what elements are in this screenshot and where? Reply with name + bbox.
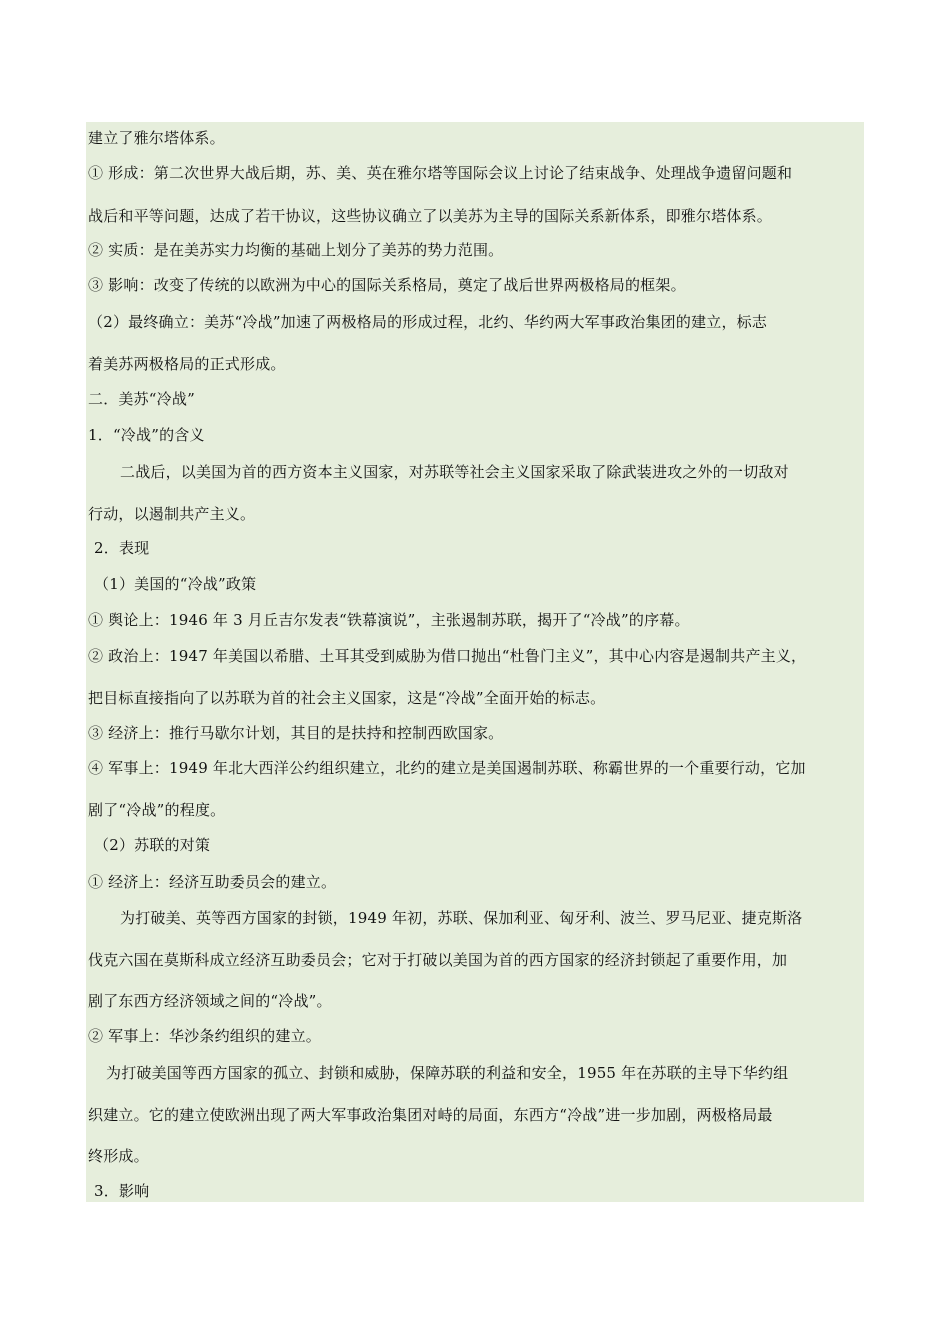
text-line: 为打破美、英等西方国家的封锁，1949 年初，苏联、保加利亚、匈牙利、波兰、罗马尼亚、捷克斯洛 bbox=[120, 909, 803, 927]
text-line: ② 军事上：华沙条约组织的建立。 bbox=[88, 1027, 321, 1045]
text-line: （2）苏联的对策 bbox=[94, 836, 211, 854]
text-line: ③ 经济上：推行马歇尔计划，其目的是扶持和控制西欧国家。 bbox=[88, 724, 504, 742]
text-line: 终形成。 bbox=[88, 1147, 149, 1165]
text-line: 把目标直接指向了以苏联为首的社会主义国家，这是“冷战”全面开始的标志。 bbox=[88, 689, 606, 707]
text-line: ① 经济上：经济互助委员会的建立。 bbox=[88, 873, 337, 891]
subsection-heading: 1．“冷战”的含义 bbox=[88, 426, 205, 444]
section-heading: 二．美苏“冷战” bbox=[88, 390, 195, 408]
text-line: ④ 军事上：1949 年北大西洋公约组织建立，北约的建立是美国遏制苏联、称霸世界的一个重要行动，它加 bbox=[88, 759, 806, 777]
text-line: 二战后，以美国为首的西方资本主义国家，对苏联等社会主义国家采取了除武装进攻之外的一切敌对 bbox=[120, 463, 789, 481]
text-line: 着美苏两极格局的正式形成。 bbox=[88, 355, 286, 373]
subsection-heading: 2．表现 bbox=[94, 539, 150, 557]
text-line: 伐克六国在莫斯科成立经济互助委员会；它对于打破以美国为首的西方国家的经济封锁起了重要作用，加 bbox=[88, 951, 788, 969]
text-line: 织建立。它的建立使欧洲出现了两大军事政治集团对峙的局面，东西方“冷战”进一步加剧，两极格局最 bbox=[88, 1106, 773, 1124]
subsection-heading: 3．影响 bbox=[94, 1182, 150, 1200]
text-line: （1）美国的“冷战”政策 bbox=[94, 575, 257, 593]
text-line: ② 实质：是在美苏实力均衡的基础上划分了美苏的势力范围。 bbox=[88, 241, 504, 259]
text-line: 建立了雅尔塔体系。 bbox=[88, 129, 225, 147]
text-line: 剧了东西方经济领域之间的“冷战”。 bbox=[88, 992, 332, 1010]
text-line: ① 舆论上：1946 年 3 月丘吉尔发表“铁幕演说”，主张遏制苏联，揭开了“冷战”的序幕。 bbox=[88, 611, 690, 629]
text-line: 战后和平等问题，达成了若干协议，这些协议确立了以美苏为主导的国际关系新体系，即雅尔塔体系。 bbox=[88, 207, 773, 225]
text-line: ① 形成：第二次世界大战后期，苏、美、英在雅尔塔等国际会议上讨论了结束战争、处理战争遗留问题和 bbox=[88, 164, 793, 182]
text-line: ② 政治上：1947 年美国以希腊、土耳其受到威胁为借口抛出“杜鲁门主义”，其中心内容是遏制共产主义， bbox=[88, 647, 807, 665]
text-line: 剧了“冷战”的程度。 bbox=[88, 801, 226, 819]
text-line: 为打破美国等西方国家的孤立、封锁和威胁，保障苏联的利益和安全，1955 年在苏联的主导下华约组 bbox=[106, 1064, 789, 1082]
text-line: （2）最终确立：美苏“冷战”加速了两极格局的形成过程，北约、华约两大军事政治集团的建立，标志 bbox=[88, 313, 768, 331]
text-line: 行动，以遏制共产主义。 bbox=[88, 505, 256, 523]
text-line: ③ 影响：改变了传统的以欧洲为中心的国际关系格局，奠定了战后世界两极格局的框架。 bbox=[88, 276, 686, 294]
